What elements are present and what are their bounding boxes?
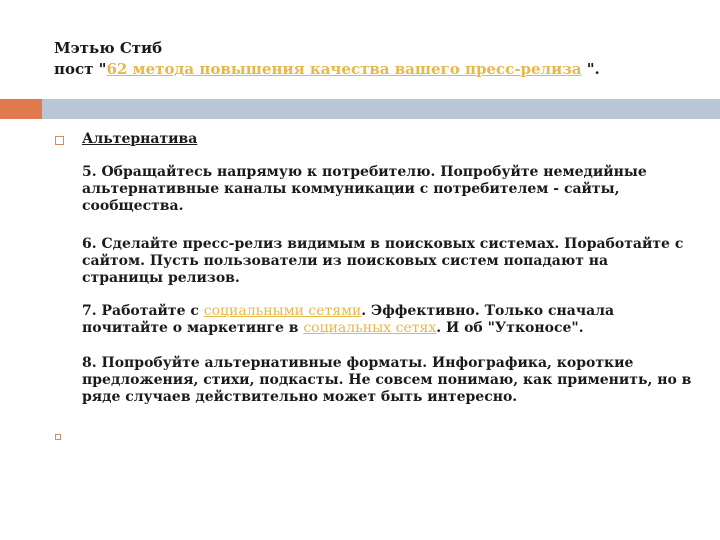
list-item-8: 8. Попробуйте альтернативные форматы. Инфографика, короткие предложения, стихи, подкасты. Не совсем понимаю, как применить, но в ряде случаев действительно может быть интересно. <box>82 355 692 405</box>
author-line: Мэтью Стиб <box>54 39 163 57</box>
list-item-7 <box>82 303 692 337</box>
accent-bar <box>0 99 42 119</box>
list-item-6: 6. Сделайте пресс-релиз видимым в поисковых системах. Поработайте с сайтом. Пусть пользователи из поисковых систем попадают на страницы релизов. <box>82 236 684 286</box>
social-networks-link[interactable]: социальными сетями <box>203 303 362 319</box>
post-line <box>54 59 694 80</box>
list-item-7-text-c: . И об "Утконосе". <box>436 320 584 336</box>
divider-band <box>42 99 720 119</box>
post-title-link[interactable]: 62 метода повышения качества вашего пресс-релиза <box>106 60 582 78</box>
post-suffix: ". <box>581 60 600 78</box>
empty-bullet-icon <box>55 434 61 440</box>
post-prefix: пост " <box>54 60 107 78</box>
list-item-7-text-b: . Эффективно. Только сначала почитайте о маркетинге в <box>82 303 615 336</box>
slide-title <box>54 38 694 80</box>
section-heading: Альтернатива <box>82 131 198 147</box>
list-item-5: 5. Обращайтесь напрямую к потребителю. Попробуйте немедийные альтернативные каналы коммуникации с потребителем - сайты, сообщества. <box>82 164 647 214</box>
social-networks-link-2[interactable]: социальных сетях <box>303 320 437 336</box>
list-item-7-text-a: 7. Работайте с <box>82 303 204 319</box>
hollow-square-bullet-icon <box>55 136 64 145</box>
